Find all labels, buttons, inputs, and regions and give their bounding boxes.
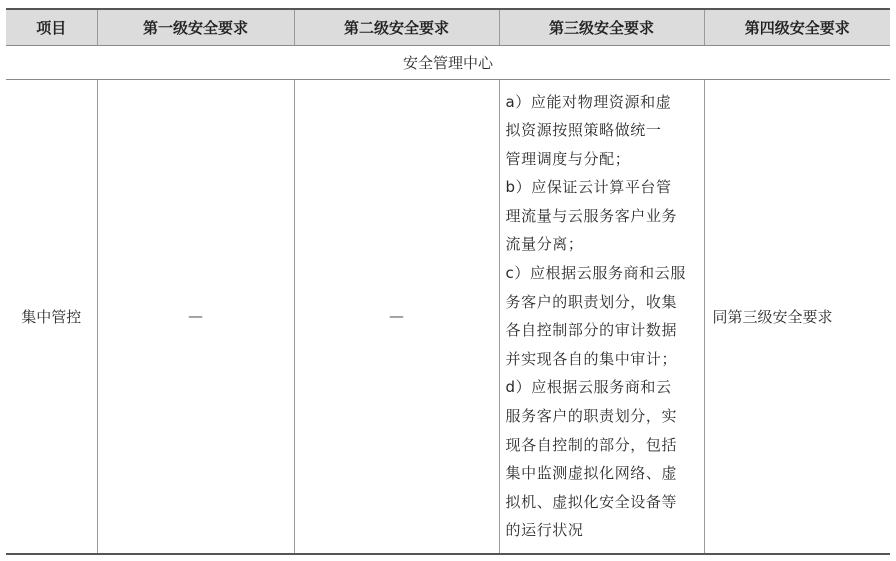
level3-line: 务客户的职责划分，收集 (505, 292, 678, 311)
table-body (6, 45, 890, 554)
header-level2: 第二级安全要求 (294, 9, 499, 45)
section-title: 安全管理中心 (6, 45, 890, 79)
level4-cell: 同第三级安全要求 (704, 79, 890, 554)
requirements-table (6, 8, 890, 555)
table-row (6, 79, 890, 554)
requirements-table-container (6, 8, 890, 555)
table-header (6, 9, 890, 45)
header-row (6, 9, 890, 45)
level3-line: d）应根据云服务商和云 (505, 378, 672, 397)
level3-line: 拟资源按照策略做统一 (505, 121, 662, 140)
level3-line: 并实现各自的集中审计； (505, 349, 678, 368)
header-level3: 第三级安全要求 (499, 9, 704, 45)
level3-cell (499, 79, 704, 554)
level3-line: a）应能对物理资源和虚 (505, 92, 672, 111)
level3-line: b）应保证云计算平台管 (505, 178, 672, 197)
header-item: 项目 (6, 9, 97, 45)
level3-line: 现各自控制的部分，包括 (505, 435, 678, 454)
level3-line: 集中监测虚拟化网络、虚 (505, 464, 678, 483)
level1-cell: — (97, 79, 294, 554)
level3-line: 服务客户的职责划分，实 (505, 407, 678, 426)
item-cell: 集中管控 (6, 79, 97, 554)
level3-line: 拟机、虚拟化安全设备等 (505, 492, 678, 511)
section-row (6, 45, 890, 79)
level3-line: c）应根据云服务商和云服 (505, 264, 686, 283)
level3-line: 各自控制部分的审计数据 (505, 321, 678, 340)
header-level1: 第一级安全要求 (97, 9, 294, 45)
header-level4: 第四级安全要求 (704, 9, 890, 45)
level3-line: 的运行状况 (505, 521, 584, 540)
level3-line: 管理调度与分配； (505, 149, 631, 168)
level3-line: 理流量与云服务客户业务 (505, 206, 678, 225)
level2-cell: — (294, 79, 499, 554)
level3-line: 流量分离； (505, 235, 584, 254)
